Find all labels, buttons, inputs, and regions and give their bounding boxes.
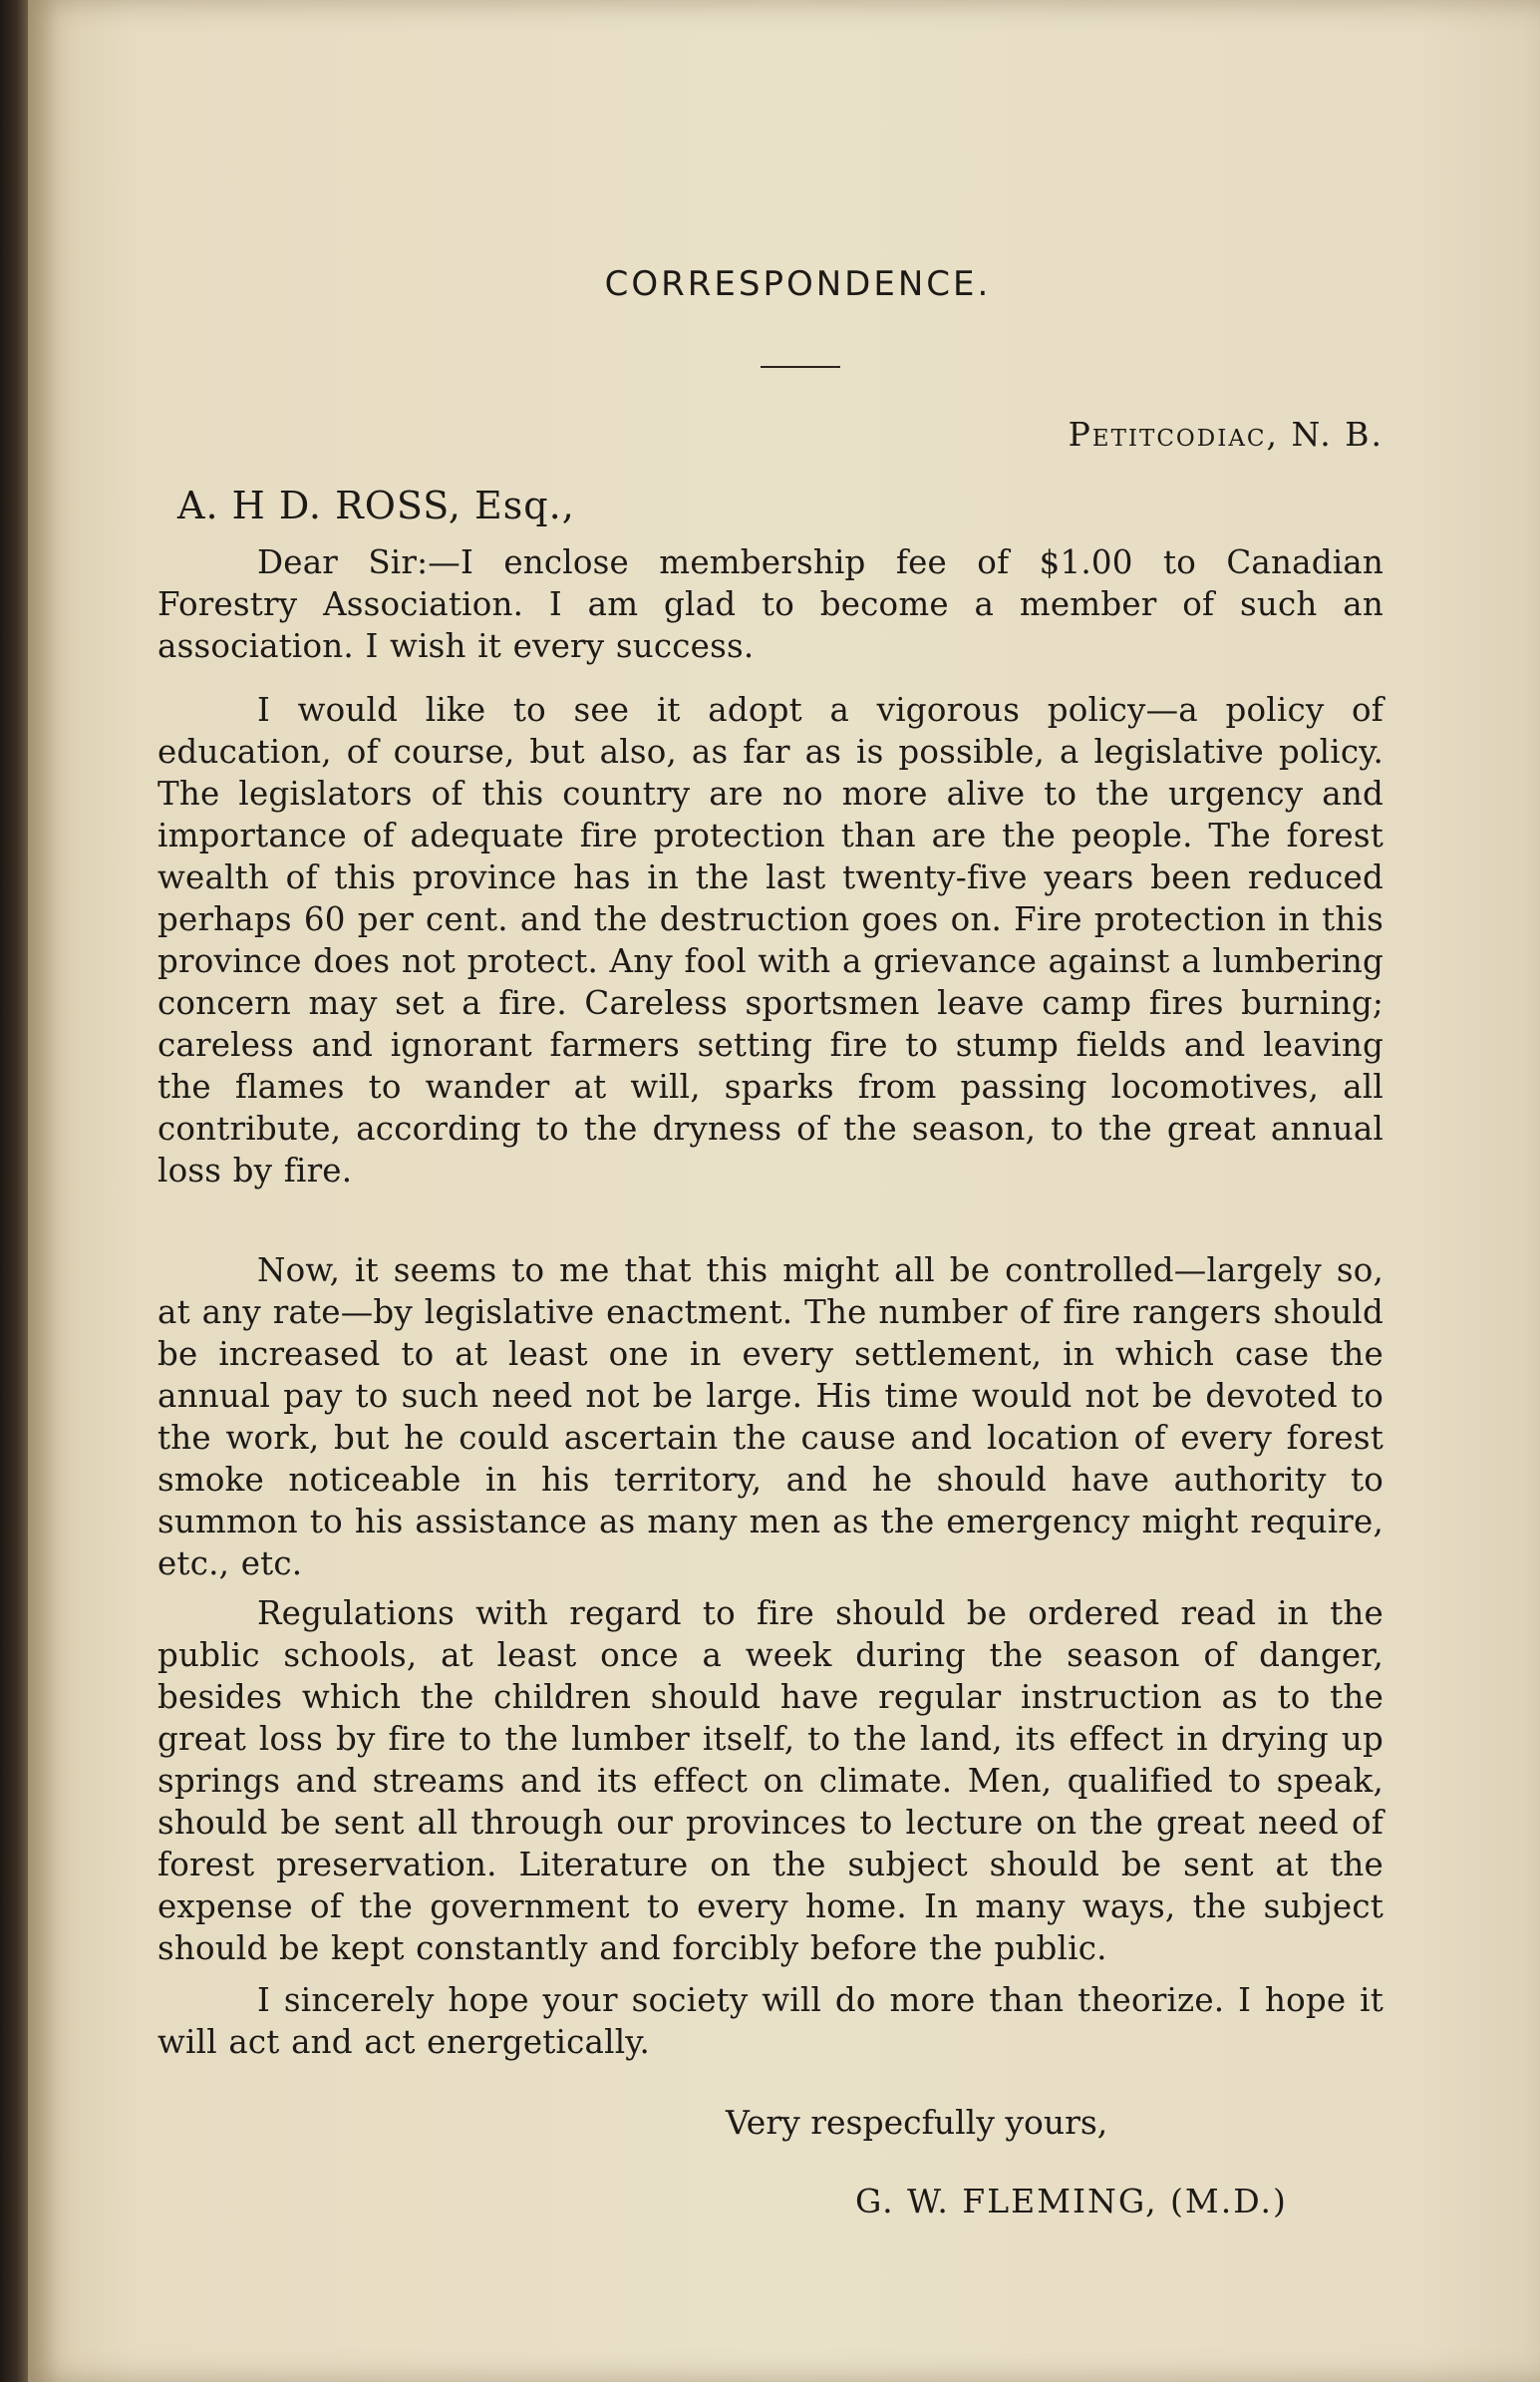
page-heading: CORRESPONDENCE. (604, 264, 992, 304)
letter-place: Petitcodiac, N. B. (1068, 415, 1384, 454)
letter-addressee: A. H D. ROSS, Esq., (177, 484, 575, 527)
paragraph-4: Regulations with regard to fire should be ordered read in the public schools, at least once a week during the season of danger, besides which the children should have regular instruction as to the great loss by fire to the lumber itself, to the land, its effect in drying up springs and streams and its effect on climate. Men, qualified to speak, should be sent all through our provinces to lecture on the great need of forest preservation. Literature on the subject should be sent at the expense of the government to every home. In many ways, the subject should be kept constantly and forcibly before the public. (157, 1594, 1384, 1967)
letter-signature: G. W. FLEMING, (M.D.) (855, 2182, 1288, 2220)
book-spine (0, 0, 28, 2382)
paragraph-2: I would like to see it adopt a vigorous policy—a policy of education, of course, but also, as far as is possible, a legislative policy. The legislators of this country are no more alive to the urgency and importance of adequate fire protection than are the people. The forest wealth of this province has in the last twenty-five years been reduced perhaps 60 per cent. and the destruction goes on. Fire protection in this province does not protect. Any fool with a grievance against a lumbering concern may set a fire. Careless sportsmen leave camp fires burning; careless and ignorant farmers setting fire to stump fields and leaving the flames to wander at will, sparks from passing locomotives, all contribute, according to the dryness of the season, to the great annual loss by fire. (157, 691, 1384, 1190)
letter-closing: Very respecfully yours, (726, 2103, 1108, 2142)
paragraph-1: Dear Sir:—I enclose membership fee of $1.00 to Canadian Forestry Association. I am glad to become a member of such an association. I wish it every success. (157, 543, 1384, 665)
paragraph-3: Now, it seems to me that this might all be controlled—largely so, at any rate—by legislative enactment. The number of fire rangers should be increased to at least one in every settlement, in which case the annual pay to such need not be large. His time would not be devoted to the work, but he could ascertain the cause and location of every forest smoke noticeable in his territory, and he should have authority to summon to his assistance as many men as the emergency might require, etc., etc. (157, 1251, 1384, 1582)
paragraph-5: I sincerely hope your society will do more than theorize. I hope it will act and act energetically. (157, 1981, 1384, 2061)
heading-divider (761, 366, 840, 368)
letter-body (157, 264, 1384, 2220)
book-page (28, 0, 1540, 2382)
